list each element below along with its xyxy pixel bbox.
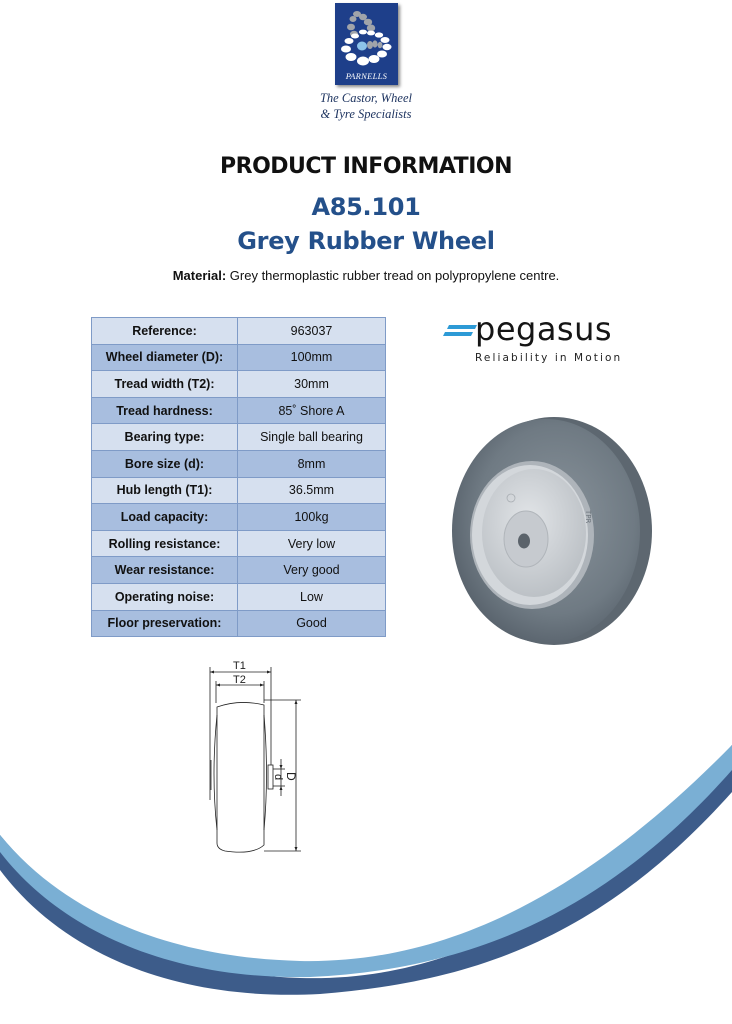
tagline-line-2: & Tyre Specialists xyxy=(320,107,412,121)
product-code: A85.101 xyxy=(311,193,421,221)
table-row xyxy=(92,424,386,451)
spec-label: Load capacity: xyxy=(92,504,238,531)
material-label: Material: xyxy=(172,268,227,283)
table-row xyxy=(92,344,386,371)
spec-value: Single ball bearing xyxy=(238,424,386,451)
tagline-line-1: The Castor, Wheel xyxy=(319,91,412,105)
parnells-brand-name: PARNELLS xyxy=(345,71,388,81)
spec-value: 100kg xyxy=(238,504,386,531)
spec-value: Good xyxy=(238,610,386,637)
spec-value: 100mm xyxy=(238,344,386,371)
spec-label: Tread width (T2): xyxy=(92,371,238,398)
pegasus-dash-icon xyxy=(443,325,477,337)
spec-label: Floor preservation: xyxy=(92,610,238,637)
table-row xyxy=(92,610,386,637)
material-text: Grey thermoplastic rubber tread on polypropylene centre. xyxy=(226,268,560,283)
spec-label: Tread hardness: xyxy=(92,397,238,424)
spec-value: 30mm xyxy=(238,371,386,398)
title-block xyxy=(0,152,732,256)
spec-label: Bore size (d): xyxy=(92,450,238,477)
spec-label: Hub length (T1): xyxy=(92,477,238,504)
table-row xyxy=(92,318,386,345)
table-row xyxy=(92,371,386,398)
spec-value: 85˚ Shore A xyxy=(238,397,386,424)
parnells-tagline xyxy=(300,90,432,122)
spec-value: 8mm xyxy=(238,450,386,477)
spec-value: Very good xyxy=(238,557,386,584)
label-t1: T1 xyxy=(233,660,246,672)
product-name: Grey Rubber Wheel xyxy=(237,227,495,255)
pegasus-wordmark: pegasus xyxy=(475,310,613,348)
table-row xyxy=(92,530,386,557)
pegasus-logo xyxy=(443,310,633,370)
table-row xyxy=(92,397,386,424)
spec-label: Reference: xyxy=(92,318,238,345)
parnells-logo-box xyxy=(335,3,398,85)
wheel-photo xyxy=(446,415,652,647)
label-t2: T2 xyxy=(233,674,246,686)
pegasus-slogan: Reliability in Motion xyxy=(475,352,623,364)
hub-marking: TPR xyxy=(584,510,592,524)
castor-dots-icon xyxy=(335,3,398,73)
spec-value: 36.5mm xyxy=(238,477,386,504)
spec-table xyxy=(91,317,386,637)
spec-label: Operating noise: xyxy=(92,583,238,610)
bore-hole-icon xyxy=(518,534,530,549)
spec-label: Rolling resistance: xyxy=(92,530,238,557)
spec-value: Very low xyxy=(238,530,386,557)
table-row xyxy=(92,583,386,610)
label-diameter: D xyxy=(284,772,298,781)
table-row xyxy=(92,557,386,584)
spec-label: Wheel diameter (D): xyxy=(92,344,238,371)
spec-label: Wear resistance: xyxy=(92,557,238,584)
material-description xyxy=(0,268,732,283)
page-heading: PRODUCT INFORMATION xyxy=(220,154,512,179)
table-row xyxy=(92,477,386,504)
table-row xyxy=(92,450,386,477)
spec-value: 963037 xyxy=(238,318,386,345)
spec-label: Bearing type: xyxy=(92,424,238,451)
spec-value: Low xyxy=(238,583,386,610)
label-bore: d xyxy=(272,774,284,781)
wave-decoration xyxy=(0,720,732,1024)
parnells-logo xyxy=(300,0,432,130)
table-row xyxy=(92,504,386,531)
